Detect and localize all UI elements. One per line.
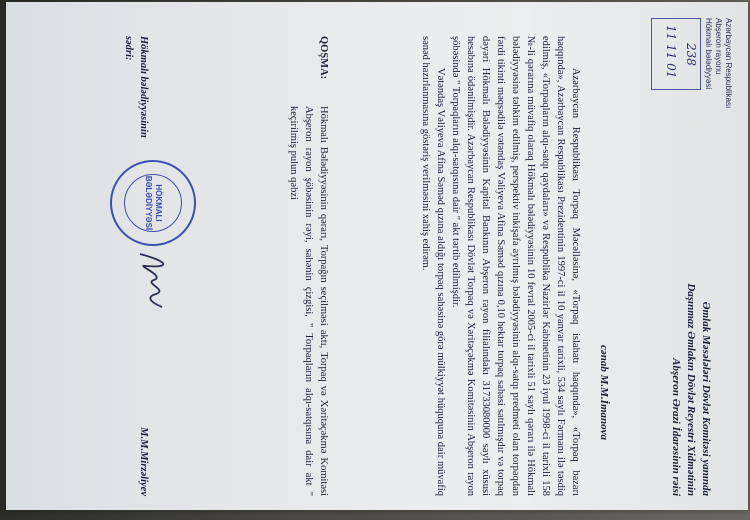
seal-line-2: BƏLƏDİYYƏSİ bbox=[144, 175, 153, 231]
stamp-line-2: Abşeron rayonu bbox=[714, 18, 723, 75]
body-paragraph-1: Azərbaycan Respublikası Torpaq Məcəlləsinə, «Torpaq islahatı haqqında», «Torpaq bazarı haqqında», Azərbaycan Respublikası Prezidentinin 1997-ci il 10 yanvar tarixli, 534 saylı Fərmanı ilə təsdiq edilmiş, «Torpaqların alqı-satqı qaydaları» və Respublika Nazirlər Kabinetinin 23 iyul 1998-ci il tarixli 158 №-li qərarına müvafiq olaraq Hökmalı bələdiyyəsinin 10 fevral 2005-ci il tarixli 51 saylı qərarı ilə Hökmalı bələdiyyəsinə təhkim edilmiş, perspektiv inkişafa ayrılmış bələdiyyəsinin alqı-satqı predmeti olan torpaqdan fərdi tikinti məqsədilə vətəndaş Vəliyeva Afina Səməd qızına 0,10 hektar torpaq sahəsi satılmışdır və torpaq dəyəri Hökmalı Bələdiyyəsinin Kapital Bankının Abşeron rayon filialındakı 31733080000 saylı xüsusi hesabına ödənilmişdir. Azərbaycan Respublikası Dövlət Torpaq və Xəritəçəkmə Komitəsinin Abşeron rayon şöbəsində " Torpaqların alqı-satqısına dair " akt tərtib edilmişdir. bbox=[450, 36, 581, 496]
registration-stamp bbox=[651, 18, 733, 138]
signoff-block bbox=[121, 36, 151, 496]
stamp-date: 11 11 01 bbox=[664, 25, 678, 79]
document-sheet bbox=[6, 2, 748, 510]
addressee-block bbox=[668, 196, 713, 496]
document-content bbox=[21, 10, 741, 510]
body-paragraph-2: Vətəndaş Vəliyeva Afina Səməd qızına aldığı torpaq sahəsinə görə mülkiyyət hüququna dair müvafiq sənəd hazırlanmasına göstəriş verilməsini xahiş edirəm. bbox=[420, 36, 446, 496]
seal-line-1: HÖKMALI bbox=[154, 184, 163, 222]
signatory-title-line-2: sədri: bbox=[123, 36, 134, 61]
stamp-number: 238 bbox=[684, 43, 698, 66]
signatory-name: M.M.Mirzəliyev bbox=[138, 427, 149, 496]
greeting: cənab M.M.İmanova bbox=[598, 344, 610, 440]
stamp-box bbox=[651, 18, 701, 90]
signatory-title bbox=[121, 36, 151, 156]
stamp-line-3: Hökmalı bələdiyyəsi bbox=[704, 18, 713, 90]
addressee-line-3: Abşeron Ərazi İdarəsinin rəisi bbox=[670, 358, 682, 496]
stamp-line-1: Azərbaycan Respublikası bbox=[724, 18, 733, 109]
attachment-section bbox=[286, 36, 331, 496]
attachment-label: QOŞMA: bbox=[318, 36, 329, 80]
addressee-line-1: Əmlak Məsələləri Dövlət Komitəsi yanında bbox=[700, 301, 712, 496]
letter-body bbox=[418, 36, 583, 496]
signatory-title-line-1: Hökmalı bələdiyyəsinin bbox=[138, 36, 149, 138]
addressee-line-2: Daşınmaz Əmlakın Dövlət Reyestri Xidmətinin bbox=[685, 283, 697, 496]
attachment-text: Hökmalı Bələdiyyəsinin qərarı, Torpağın seçilməsi aktı, Torpaq və Xəritəçəkmə Komitəsi Abşeron rayon şöbəsinin rəyi, sahənin çizgisi, " Torpaqların alqı-satqısına dair akt " keçirilmiş pulun qəbzi bbox=[288, 106, 329, 496]
